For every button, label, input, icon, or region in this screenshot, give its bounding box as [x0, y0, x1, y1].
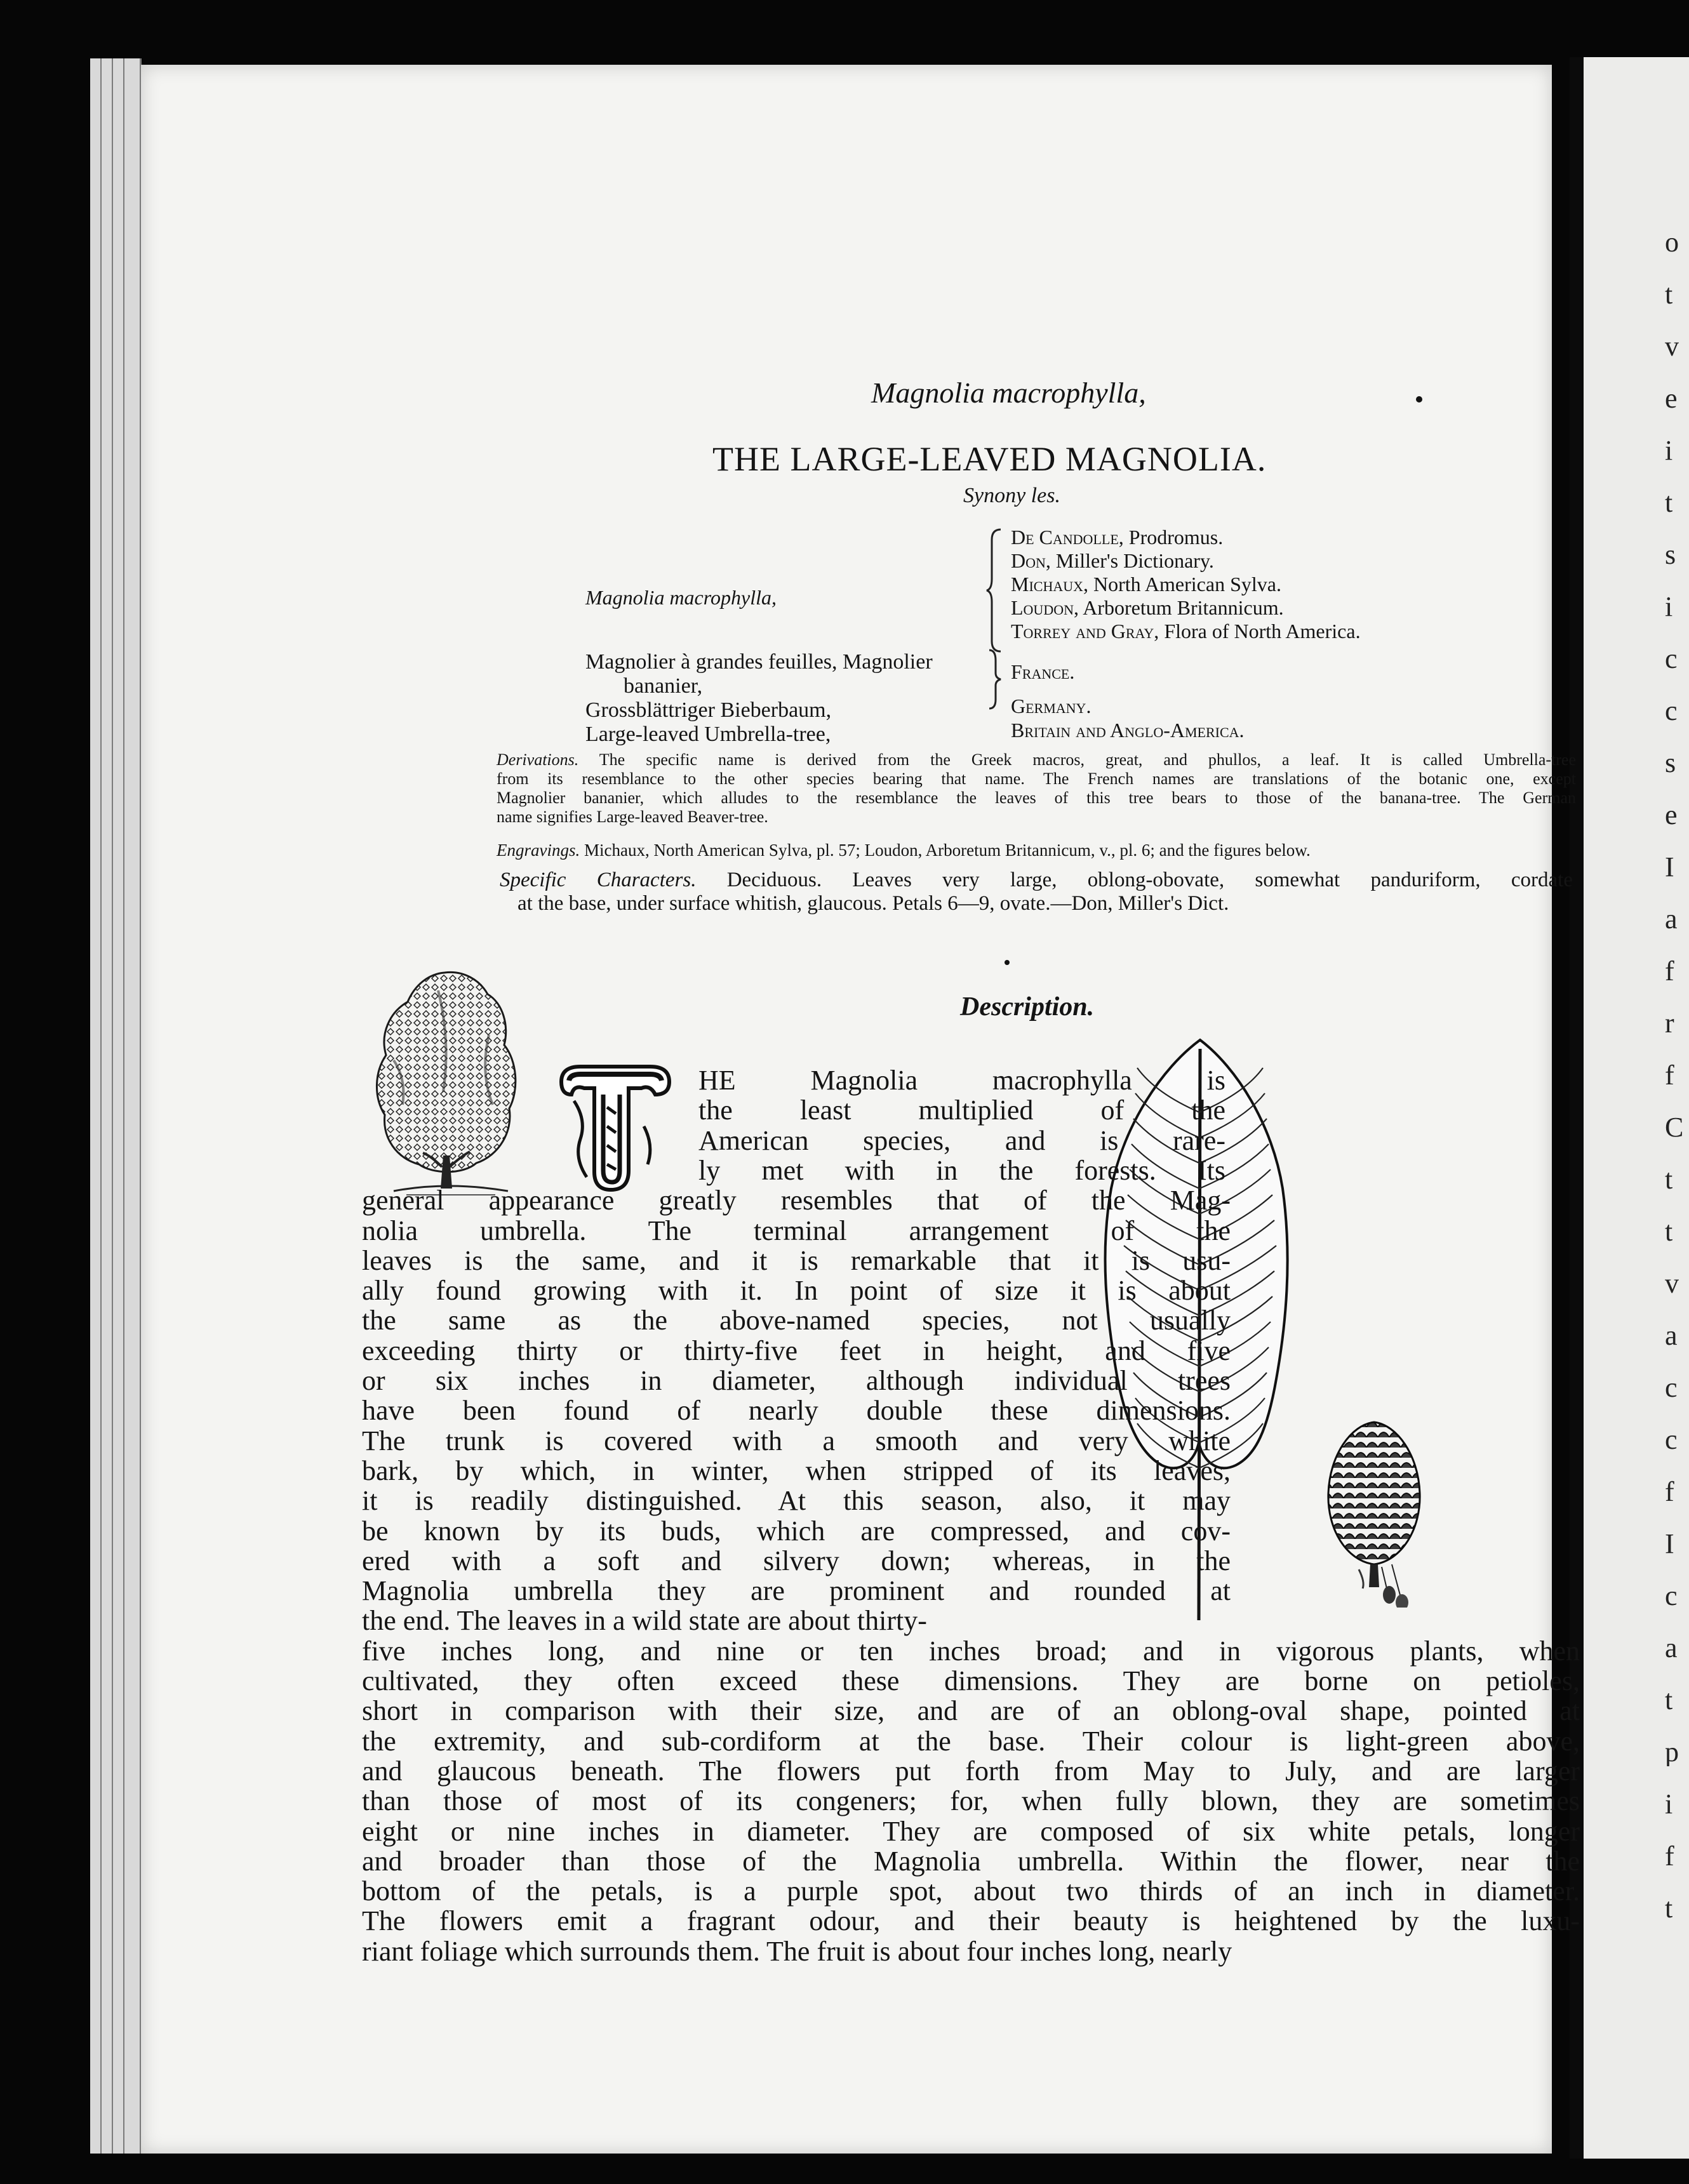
description-line: have been found of nearly double these dimensions. [362, 1395, 1231, 1427]
synonym-brace-large [985, 527, 1005, 654]
description-line: nolia umbrella. The terminal arrangement of the [362, 1215, 1231, 1246]
facing-page-fragment: t [1665, 1166, 1673, 1194]
region-france: France. [1011, 660, 1075, 683]
facing-page-fragment: c [1665, 697, 1678, 725]
facing-page-fragment: i [1665, 437, 1673, 465]
book-page-edges [90, 58, 141, 2154]
facing-page-fragment: c [1665, 645, 1678, 673]
facing-page-fragment: t [1665, 489, 1673, 517]
facing-page-fragment: s [1665, 749, 1676, 777]
description-line: and broader than those of the Magnolia umbrella. Within the flower, near the [362, 1845, 1580, 1877]
facing-page-text-fragments [1665, 57, 1689, 2159]
facing-page-fragment: t [1665, 1686, 1673, 1714]
description-line: five inches long, and nine or ten inches broad; and in vigorous plants, when [362, 1635, 1580, 1667]
facing-page-fragment: a [1665, 905, 1678, 933]
description-line: and glaucous beneath. The flowers put forth from May to July, and are larger [362, 1755, 1580, 1787]
facing-page-fragment: t [1665, 281, 1673, 309]
engravings-label: Engravings. [497, 841, 580, 860]
facing-page-fragment: c [1665, 1426, 1678, 1454]
description-line: than those of most of its congeners; for, when fully blown, they are sometimes [362, 1785, 1580, 1817]
description-line: eight or nine inches in diameter. They are composed of six white petals, longer [362, 1815, 1580, 1847]
facing-page-fragment: a [1665, 1322, 1678, 1350]
facing-page-fragment: o [1665, 229, 1679, 256]
description-line: general appearance greatly resembles that of the Mag- [362, 1185, 1231, 1216]
description-line: the extremity, and sub-cordiform at the base. Their colour is light-green above, [362, 1725, 1580, 1757]
facing-page-fragment: i [1665, 1790, 1673, 1818]
reference-loudon: Loudon, Arboretum Britannicum. [1011, 596, 1284, 619]
reference-don: Don, Miller's Dictionary. [1011, 549, 1214, 572]
description-line: HE Magnolia macrophylla is [698, 1065, 1225, 1096]
region-britain: Britain and Anglo-America. [1011, 719, 1245, 742]
synonym-botanical: Magnolia macrophylla, [585, 586, 777, 609]
description-line: bottom of the petals, is a purple spot, about two thirds of an inch in diameter. [362, 1875, 1580, 1907]
synonym-french: Magnolier à grandes feuilles, Magnolier [585, 650, 933, 674]
facing-page-fragment: s [1665, 541, 1676, 569]
facing-page-fragment: p [1665, 1738, 1679, 1766]
facing-page-fragment: C [1665, 1114, 1684, 1142]
description-line: The trunk is covered with a smooth and very white [362, 1425, 1231, 1456]
facing-page-fragment: i [1665, 593, 1673, 621]
facing-page-fragment: f [1665, 1062, 1674, 1089]
description-heading: Description. [960, 992, 1095, 1022]
ink-speck [1005, 960, 1010, 965]
facing-page-fragment: f [1665, 1842, 1674, 1870]
description-line: exceeding thirty or thirty-five feet in height, and five [362, 1335, 1231, 1366]
specific-characters-paragraph: Specific Characters. Deciduous. Leaves very large, oblong-obovate, somewhat panduriform, cordate at the base, under surface whitish, glaucous. Petals 6—9, ovate.—Don, Miller's Dict. [500, 869, 1573, 915]
facing-page-fragment: r [1665, 1009, 1674, 1037]
book-page [141, 65, 1580, 2154]
facing-page [1570, 57, 1689, 2159]
reference-michaux: Michaux, North American Sylva. [1011, 573, 1281, 596]
description-line: ly met with in the forests. Its [698, 1154, 1225, 1186]
description-line: the end. The leaves in a wild state are about thirty- [362, 1605, 927, 1637]
facing-page-fragment: I [1665, 1530, 1674, 1558]
description-line: cultivated, they often exceed these dimensions. They are borne on petioles, [362, 1665, 1580, 1696]
synonym-german: Grossblättriger Bieberbaum, [585, 698, 832, 722]
synonymes-heading: Synony les. [963, 484, 1060, 507]
description-line: the least multiplied of the [698, 1095, 1225, 1126]
region-germany: Germany. [1011, 695, 1092, 717]
facing-page-fragment: t [1665, 1894, 1673, 1922]
description-line: ally found growing with it. In point of size it is about [362, 1275, 1231, 1307]
description-line: short in comparison with their size, and are of an oblong-oval shape, pointed at [362, 1695, 1580, 1727]
derivations-label: Derivations. [497, 750, 579, 769]
synonym-french-cont: bananier, [624, 674, 703, 698]
facing-page-fragment: c [1665, 1374, 1678, 1402]
facing-page-fragment: f [1665, 1478, 1674, 1506]
facing-page-fragment: v [1665, 333, 1679, 361]
facing-page-fragment: c [1665, 1582, 1678, 1610]
description-line: The flowers emit a fragrant odour, and their beauty is heightened by the luxu- [362, 1905, 1580, 1937]
page-title: THE LARGE-LEAVED MAGNOLIA. [712, 440, 1267, 478]
species-name: Magnolia macrophylla, [871, 376, 1146, 409]
facing-page-fragment: e [1665, 385, 1678, 413]
facing-page-fragment: a [1665, 1634, 1678, 1662]
description-line: American species, and is rare- [698, 1124, 1225, 1156]
description-line: Magnolia umbrella they are prominent and rounded at [362, 1575, 1231, 1607]
fruit-cone-illustration [1321, 1417, 1429, 1608]
description-line: be known by its buds, which are compressed, and cov- [362, 1515, 1231, 1547]
ink-speck [1416, 396, 1422, 403]
drop-cap-letter [573, 1081, 631, 1176]
facing-page-fragment: e [1665, 801, 1678, 829]
engravings-paragraph: Engravings. Michaux, North American Sylva, pl. 57; Loudon, Arboretum Britannicum, v., pl. 6; and the figures below. [497, 841, 1311, 860]
synonym-english: Large-leaved Umbrella-tree, [585, 722, 831, 746]
derivations-paragraph: Derivations. The specific name is derived from the Greek macros, great, and phullos, a leaf. It is called Umbrella-tree from its resemblance to the other species bearing that name. The French names are translations of the botanic one, except Magnolier bananier, which alludes to the resemblance the leaves of this tree bears to those of the banana-tree. The German name signifies Large-leaved Beaver-tree. [497, 750, 1577, 826]
reference-de-candolle: De Candolle, Prodromus. [1011, 526, 1224, 549]
tree-illustration [368, 965, 527, 1200]
specific-characters-label: Specific Characters. [500, 869, 697, 891]
description-line: leaves is the same, and it is remarkable that it is usu- [362, 1244, 1231, 1276]
description-line: the same as the above-named species, not usually [362, 1305, 1231, 1336]
facing-page-fragment: f [1665, 957, 1674, 985]
facing-page-fragment: t [1665, 1218, 1673, 1246]
facing-page-fragment: I [1665, 853, 1674, 881]
reference-torrey-gray: Torrey and Gray, Flora of North America. [1011, 620, 1361, 643]
description-line: riant foliage which surrounds them. The fruit is about four inches long, nearly [362, 1935, 1232, 1967]
description-line: or six inches in diameter, although individual trees [362, 1365, 1231, 1396]
facing-page-fragment: v [1665, 1270, 1679, 1298]
description-line: ered with a soft and silvery down; whereas, in the [362, 1545, 1231, 1576]
description-line: bark, by which, in winter, when stripped of its leaves, [362, 1455, 1231, 1486]
synonym-brace-small [987, 648, 1002, 711]
description-line: it is readily distinguished. At this season, also, it may [362, 1485, 1231, 1517]
